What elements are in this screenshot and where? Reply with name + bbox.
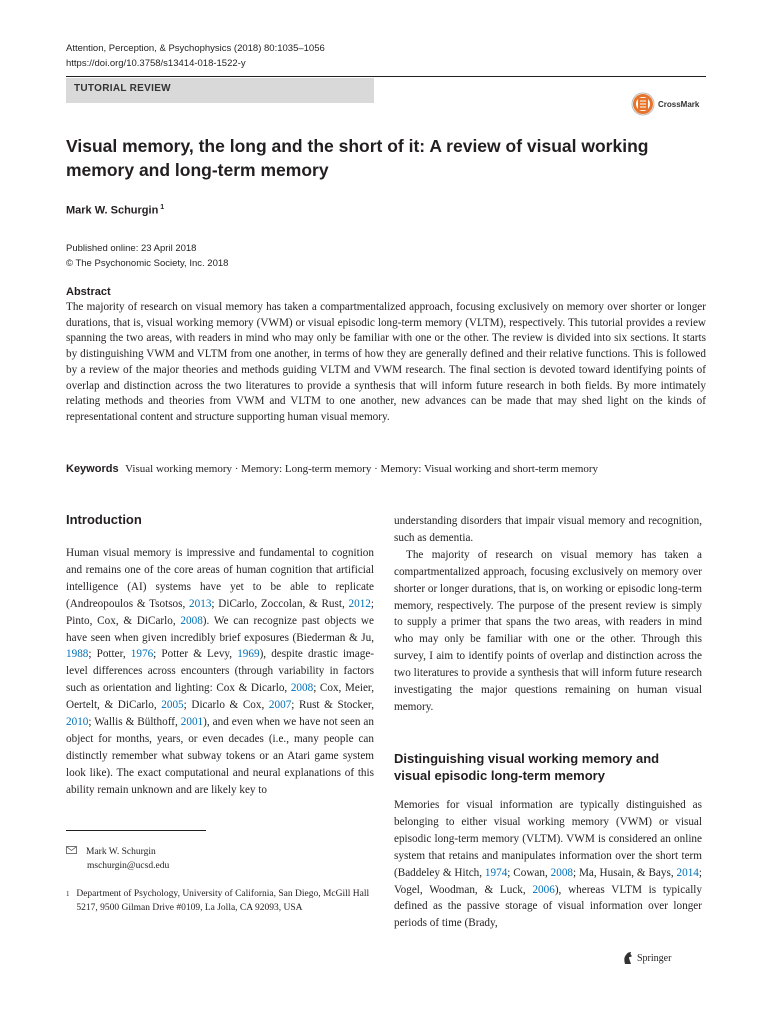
text-run: ; Pinto, Cox, & DiCarlo, bbox=[66, 597, 374, 627]
text-run: ; Potter & Levy, bbox=[153, 648, 238, 661]
journal-header bbox=[66, 41, 325, 71]
keywords-label: Keywords bbox=[66, 463, 119, 475]
citation-link[interactable]: 2013 bbox=[189, 597, 212, 610]
citation-link[interactable]: 2014 bbox=[676, 866, 699, 879]
introduction-heading: Introduction bbox=[66, 512, 142, 527]
citation-link[interactable]: 1974 bbox=[484, 866, 508, 879]
text-run: ; Wallis & Bülthoff, bbox=[88, 716, 181, 729]
citation-link[interactable]: 2008 bbox=[180, 614, 203, 627]
contact-name: Mark W. Schurgin bbox=[86, 847, 156, 857]
publication-meta bbox=[66, 241, 228, 271]
article-type-banner bbox=[66, 78, 374, 103]
citation-link[interactable]: 1976 bbox=[130, 648, 154, 661]
citation-link[interactable]: 2007 bbox=[268, 699, 292, 712]
citation-link[interactable]: 2008 bbox=[550, 866, 573, 879]
citation-link[interactable]: 1969 bbox=[237, 648, 260, 661]
publisher-logo bbox=[622, 951, 671, 965]
intro-right-column bbox=[394, 513, 702, 716]
intro-paragraph-2: The majority of research on visual memory has taken a compartmentalized approach, focusing exclusively on memory over shorter or longer durations, that is, on working or episodic long-term memory, respectively. The purpose of the present review is simply to supply a primer that spans the two areas, with readers in mind who may only be familiar with one or the other. Through this survey, I aim to identify points of overlap and distinction across the two literatures to provide a synthesis that will inform future research investigating the major questions remaining on human visual memory. bbox=[394, 548, 702, 713]
affiliation-number: 1 bbox=[66, 890, 70, 898]
article-type-label: TUTORIAL REVIEW bbox=[74, 83, 171, 94]
author-name[interactable]: Mark W. Schurgin bbox=[66, 204, 159, 217]
intro-paragraph-1-continued: understanding disorders that impair visual memory and recognition, such as dementia. bbox=[394, 515, 702, 544]
affiliation-footnote bbox=[66, 887, 376, 915]
citation-link[interactable]: 2008 bbox=[290, 682, 314, 695]
contact-email-link[interactable]: mschurgin@ucsd.edu bbox=[87, 861, 170, 871]
text-run: ; Cox, Meier, Oertelt, & DiCarlo, bbox=[66, 682, 374, 712]
intro-paragraph-1 bbox=[66, 545, 374, 799]
text-run: Human visual memory is impressive and fundamental to cognition and remains one of the core areas of human cognition that artificial intelligence (AI) systems have yet to be able to replicate (Andreopoulos & Tsotsos, bbox=[66, 547, 374, 610]
text-run: ; Rust & Stocker, bbox=[291, 699, 374, 712]
citation-link[interactable]: 2005 bbox=[161, 699, 184, 712]
citation-link[interactable]: 2001 bbox=[180, 716, 204, 729]
text-run: ). We can recognize past objects we have seen when given incredibly brief exposures (Biederman & Ju, bbox=[66, 614, 374, 644]
text-run: ; Potter, bbox=[88, 648, 131, 661]
crossmark-label: CrossMark bbox=[658, 99, 700, 109]
copyright-icon: © bbox=[66, 258, 73, 269]
text-run: ), whereas VLTM is typically defined as the passive storage of visual information over longer periods of time (Brady, bbox=[394, 883, 703, 930]
doi-link[interactable]: https://doi.org/10.3758/s13414-018-1522-y bbox=[66, 58, 246, 69]
published-date: Published online: 23 April 2018 bbox=[66, 243, 197, 254]
contact-footnote bbox=[66, 845, 169, 873]
copyright-text: The Psychonomic Society, Inc. 2018 bbox=[75, 258, 229, 269]
abstract-text: The majority of research on visual memory has taken a compartmentalized approach, focusing exclusively on memory over shorter or longer durations, that is, visual working memory (VWM) or visual episodic long-term memory (VLTM), respectively. This tutorial provides a review spanning the two areas, with readers in mind who may only be familiar with one or the other. The review is divided into six sections. It starts by distinguishing VWM and VLTM from one another, in terms of how they are generally defined and their relative functions. This is followed by a review of the major theories and methods guiding VLTM and VWM research. The final section is devoted toward identifying points of overlap and distinction across the two literatures to provide a synthesis that will inform future research in both fields. By more intimately relating methods and theories from VWM and VLTM to one another, new advances can be made that may shed light on the kinds of representational content and structure supporting human visual memory. bbox=[66, 301, 706, 423]
text-run: ), despite drastic image-level differences across encounters (through variability in factors such as orientation and lighting: Cox & Dicarlo, bbox=[66, 648, 375, 695]
header-rule bbox=[66, 76, 706, 77]
citation-link[interactable]: 2006 bbox=[532, 883, 555, 896]
section-2-heading: Distinguishing visual working memory and visual episodic long-term memory bbox=[394, 751, 660, 783]
text-run: ; Vogel, Woodman, & Luck, bbox=[394, 866, 702, 896]
crossmark-icon bbox=[631, 92, 655, 116]
author-affil-marker: 1 bbox=[160, 204, 165, 211]
publisher-name: Springer bbox=[637, 952, 672, 964]
article-title: Visual memory, the long and the short of it: A review of visual working memory and long-term memory bbox=[66, 136, 649, 180]
envelope-icon bbox=[66, 845, 78, 859]
abstract-heading: Abstract bbox=[66, 286, 111, 298]
text-run: Memories for visual information are typically distinguished as belonging to either visual working memory (VWM) or visual episodic long-term memory (VLTM). VWM is considered an online system that retains and manipulates information over the short term (Baddeley & Hitch, bbox=[394, 799, 702, 879]
affiliation-text: Department of Psychology, University of California, San Diego, McGill Hall 5217, 9500 Gilman Drive #0109, La Jolla, CA 92093, USA bbox=[76, 889, 370, 913]
text-run: ; Cowan, bbox=[507, 866, 551, 879]
springer-horse-icon bbox=[622, 951, 634, 965]
citation-link[interactable]: 2010 bbox=[66, 716, 89, 729]
copyright-line bbox=[66, 256, 228, 271]
text-run: ; DiCarlo, Zoccolan, & Rust, bbox=[211, 597, 349, 610]
text-run: ; Ma, Husain, & Bays, bbox=[573, 866, 677, 879]
text-run: ; Dicarlo & Cox, bbox=[183, 699, 269, 712]
footnote-rule bbox=[66, 830, 206, 831]
journal-citation: Attention, Perception, & Psychophysics (2018) 80:1035–1056 bbox=[66, 43, 325, 54]
text-run: ), and even when we have not seen an object for months, years, or even decades (i.e., many people can distinctly remember what subway tokens or an Atari game system look like). The exact computational and neural explanations of this ability remain unknown and are likely key to bbox=[66, 716, 374, 796]
citation-link[interactable]: 2012 bbox=[348, 597, 371, 610]
author-line bbox=[66, 204, 164, 217]
keywords-line bbox=[66, 461, 706, 477]
crossmark-badge[interactable] bbox=[631, 92, 699, 116]
keywords-text: Visual working memory · Memory: Long-term memory · Memory: Visual working and short-term memory bbox=[125, 463, 599, 475]
section-2-paragraph-1 bbox=[394, 797, 702, 932]
citation-link[interactable]: 1988 bbox=[66, 648, 89, 661]
